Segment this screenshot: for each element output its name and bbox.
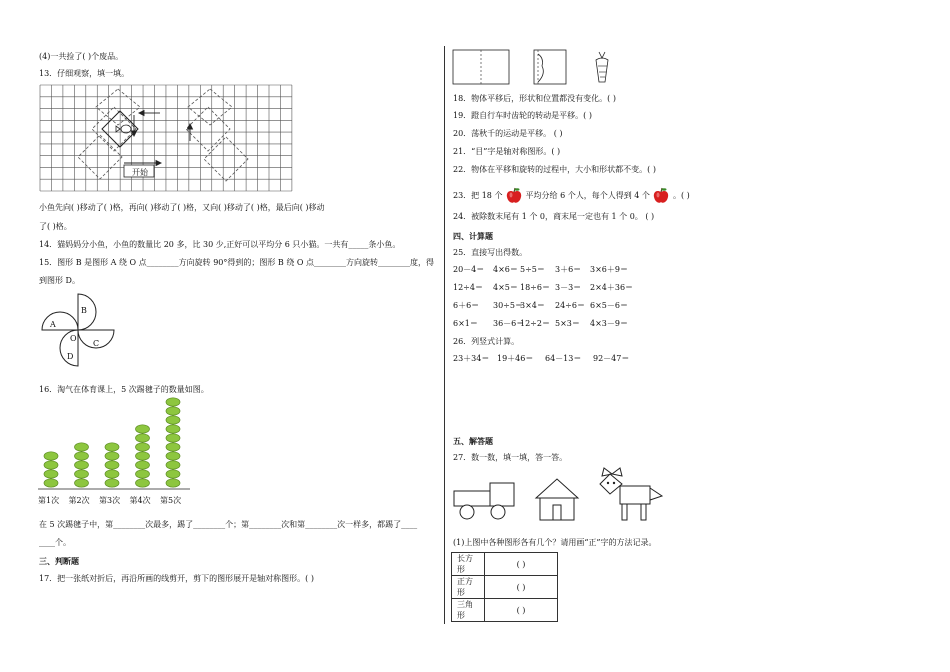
shuttlecock-mark (105, 443, 119, 451)
q27-title: 27．数一数，填一填，答一答。 (453, 453, 568, 462)
shuttlecock-mark (136, 425, 150, 433)
calc-item: 4×6＝ (493, 265, 518, 274)
calc-item: 5×3＝ (555, 319, 580, 328)
shape-name: 正方形 (452, 576, 485, 599)
q13-answer-line1: 小鱼先向( )移动了( )格，再向( )移动了( )格，又向( )移动了( )格，最后向( )移动 (39, 203, 325, 212)
calc-item: 6＋6＝ (453, 301, 480, 310)
q16-line1: 在 5 次踢毽子中，第________次最多，踢了________个；第________次和第________次一样多，都踢了____ (39, 520, 418, 529)
kick-stack-2 (75, 443, 89, 487)
kick-stacks (38, 398, 198, 492)
kick-stack-3 (105, 443, 119, 487)
calc-item: 24÷6＝ (555, 301, 585, 310)
q15-line2: 到图形 D。 (39, 276, 80, 285)
calc-item: 3×4＝ (520, 301, 545, 310)
shuttlecock-mark (166, 470, 180, 478)
calc-item: 6×1＝ (453, 319, 478, 328)
stack-label: 第2次 (68, 496, 90, 505)
truck-body (454, 491, 490, 506)
shuttlecock-mark (75, 443, 89, 451)
shuttlecock-mark (105, 470, 119, 478)
vertical-calc-1: 23＋34＝ (453, 354, 490, 363)
shuttlecock-mark (105, 452, 119, 460)
q20: 20．荡秋千的运动是平移。 ( ) (453, 129, 563, 138)
table-row (452, 553, 558, 576)
shuttlecock-mark (75, 452, 89, 460)
vertical-calc-2: 19＋46＝ (497, 354, 534, 363)
label-a: A (50, 320, 56, 329)
shuttlecock-mark (136, 470, 150, 478)
shuttlecock-mark (75, 470, 89, 478)
shuttlecock-mark (136, 443, 150, 451)
shuttlecock-mark (44, 452, 58, 460)
q15-line1: 15．图形 B 是图形 A 绕 O 点________方向旋转 90°得到的；图形 B 绕 O 点________方向旋转________度，得 (39, 258, 434, 267)
kick-stack-1 (44, 452, 58, 487)
calc-item: 4×3－9＝ (590, 319, 628, 328)
q4-line: (4)一共捡了( )个废品。 (39, 52, 124, 61)
shuttlecock-mark (136, 452, 150, 460)
shuttlecock-mark (136, 434, 150, 442)
calc-item: 4×5＝ (493, 283, 518, 292)
stack-label: 第4次 (129, 496, 151, 505)
section-4-heading: 四、计算题 (453, 231, 493, 241)
label-o: O (70, 334, 77, 343)
q16-line2: ____个。 (39, 538, 71, 547)
stack-label: 第3次 (99, 496, 121, 505)
dog-ear (612, 468, 622, 476)
q16-title: 16．淘气在体育课上，5 次踢毽子的数量如图。 (39, 385, 209, 394)
shuttlecock-mark (75, 479, 89, 487)
q13-grid (40, 85, 292, 191)
q19: 19．蹬自行车时齿轮的转动是平移。( ) (453, 111, 592, 120)
shuttlecock-mark (166, 461, 180, 469)
tally-answer[interactable]: ( ) (485, 553, 558, 576)
shuttlecock-mark (44, 461, 58, 469)
calc-item: 5÷5＝ (520, 265, 545, 274)
q18: 18．物体平移后，形状和位置都没有变化。( ) (453, 94, 616, 103)
q27-sub: (1)上图中各种图形各有几个？请用画“正”字的方法记录。 (453, 538, 657, 547)
section-3-heading: 三、判断题 (39, 556, 79, 566)
section-5-heading: 五、解答题 (453, 436, 493, 446)
shuttlecock-mark (44, 479, 58, 487)
shuttlecock-mark (166, 479, 180, 487)
q26-title: 26．列竖式计算。 (453, 337, 520, 346)
table-row (452, 576, 558, 599)
calc-item: 3×6＋9＝ (590, 265, 628, 274)
calc-item: 6×5－6＝ (590, 301, 628, 310)
calc-item: 2×4＋36＝ (590, 283, 634, 292)
stack-label: 第1次 (38, 496, 60, 505)
calc-item: 18÷6＝ (520, 283, 550, 292)
calc-item: 30÷5＝ (493, 301, 523, 310)
vertical-calc-4: 92－47＝ (593, 354, 630, 363)
q13-answer-line2: 了( )格。 (39, 222, 72, 231)
dog-body (620, 486, 650, 504)
q23-part2: 平均分给 6 个人，每个人得到 4 个 (525, 191, 650, 200)
shuttlecock-mark (166, 407, 180, 415)
q22: 22．物体在平移和旋转的过程中，大小和形状都不变。( ) (453, 165, 656, 174)
truck-cab (490, 483, 514, 506)
calc-item: 20－4＝ (453, 265, 485, 274)
fold-figures (452, 48, 612, 86)
shuttlecock-mark (166, 398, 180, 406)
fish-icon (116, 125, 131, 133)
shuttlecock-mark (166, 416, 180, 424)
shuttlecock-mark (105, 461, 119, 469)
q23 (453, 187, 690, 205)
shuttlecock-mark (166, 434, 180, 442)
q23-part3: 。( ) (673, 191, 690, 200)
label-d: D (67, 352, 74, 361)
vertical-calc-3: 64－13＝ (545, 354, 582, 363)
house-roof (536, 479, 578, 498)
q25-title: 25．直接写出得数。 (453, 248, 528, 257)
start-label: 开始 (132, 168, 148, 177)
tally-answer[interactable]: ( ) (485, 599, 558, 622)
apple-icon (652, 187, 670, 205)
dog-head (600, 474, 622, 494)
dog-tail (650, 488, 662, 500)
q24: 24．被除数末尾有 1 个 0，商末尾一定也有 1 个 0。 ( ) (453, 212, 655, 221)
shuttlecock-mark (136, 461, 150, 469)
table-row (452, 599, 558, 622)
shuttlecock-mark (166, 425, 180, 433)
calc-item: 12÷2＝ (520, 319, 550, 328)
label-c: C (93, 339, 100, 348)
kick-stack-4 (136, 425, 150, 487)
calc-item: 3＋6＝ (555, 265, 582, 274)
q13-title: 13．仔细观察，填一填。 (39, 69, 130, 78)
q17: 17．把一张纸对折后，再沿所画的线剪开，剪下的图形展开是轴对称图形。( ) (39, 574, 314, 583)
column-divider (444, 46, 445, 624)
tally-answer[interactable]: ( ) (485, 576, 558, 599)
shape-pictures (452, 466, 666, 524)
shuttlecock-mark (44, 470, 58, 478)
shuttlecock-mark (166, 443, 180, 451)
q23-part1: 23．把 18 个 (453, 191, 503, 200)
q14: 14．猫妈妈分小鱼，小鱼的数量比 20 多，比 30 少,正好可以平均分 6 只小猫。一共有_____条小鱼。 (39, 240, 401, 249)
label-b: B (81, 306, 87, 315)
shuttlecock-mark (136, 479, 150, 487)
calc-item: 3－3＝ (555, 283, 582, 292)
stack-label: 第5次 (160, 496, 182, 505)
shuttlecock-mark (105, 479, 119, 487)
apple-icon (505, 187, 523, 205)
kick-stack-5 (166, 398, 180, 487)
shuttlecock-mark (75, 461, 89, 469)
tally-table (451, 552, 558, 622)
shape-name: 三角形 (452, 599, 485, 622)
calc-item: 36－6＝ (493, 319, 525, 328)
calc-item: 12÷4＝ (453, 283, 483, 292)
shuttlecock-mark (166, 452, 180, 460)
shape-name: 长方形 (452, 553, 485, 576)
q21: 21．“目”字是轴对称图形。( ) (453, 147, 561, 156)
